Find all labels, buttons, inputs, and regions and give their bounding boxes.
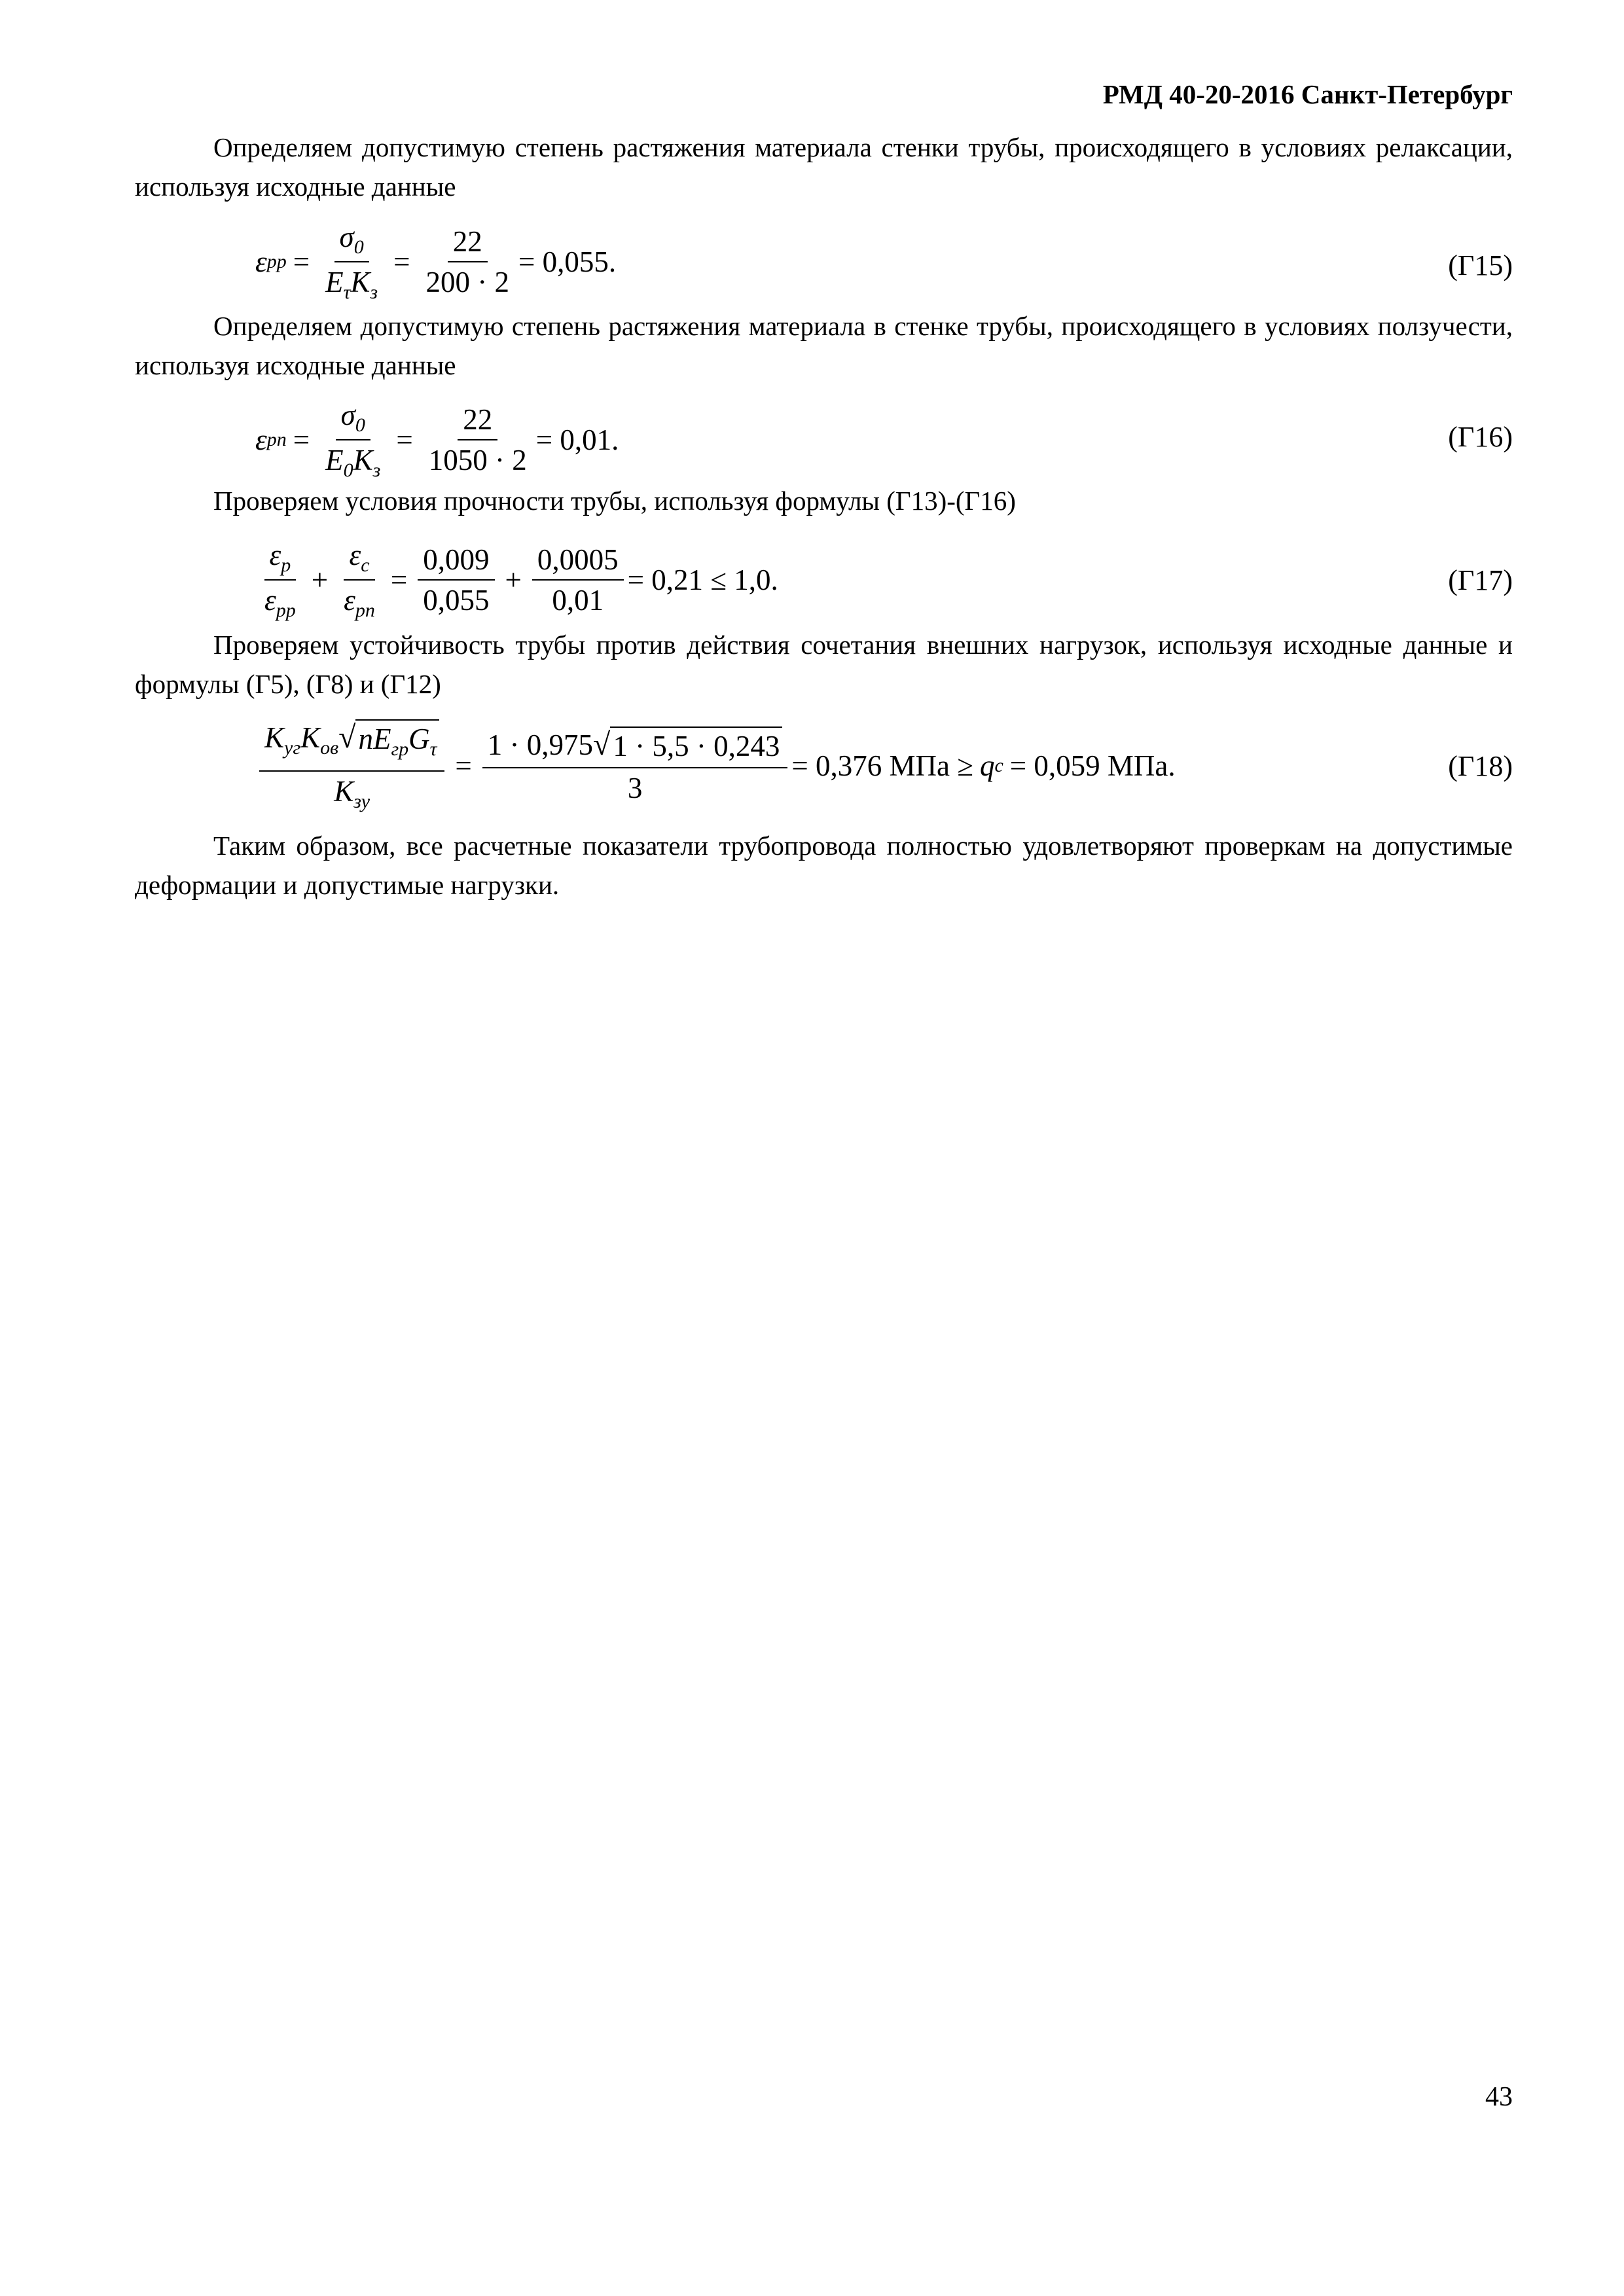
square-root: √ 1 · 5,5 · 0,243 (593, 726, 782, 764)
equals-sign: = (293, 423, 310, 456)
subscript: p (281, 554, 291, 576)
subscript: ов (320, 736, 339, 759)
subscript: 0 (353, 236, 364, 258)
subscript: c (994, 755, 1003, 776)
equals-sign: = (293, 245, 310, 278)
numerator: 22 (448, 224, 488, 262)
modulus-symbol: G (408, 722, 430, 755)
fraction (259, 538, 301, 622)
numerator: 0,0005 (532, 543, 624, 581)
paragraph-creep: Определяем допустимую степень растяжения материала в стенке трубы, происходящего в условиях ползучести, используя исходные данные (135, 311, 1513, 380)
denominator: 1050 · 2 (428, 444, 527, 476)
formula-g18 (255, 713, 1176, 818)
result: = 0,376 МПа ≥ (791, 749, 973, 782)
numerator: 22 (458, 403, 497, 440)
denominator: 3 (627, 772, 643, 804)
coefficient-symbol: K (300, 721, 321, 754)
numerator: 0,009 (418, 543, 494, 581)
epsilon-symbol: ε (344, 584, 355, 617)
plus-sign: + (311, 564, 329, 596)
equation-g18 (255, 713, 1513, 818)
result: = 0,059 МПа. (1009, 749, 1176, 782)
equals-sign: = (455, 749, 472, 782)
plus-sign: + (505, 564, 522, 596)
subscript: зу (353, 790, 370, 812)
paragraph-stability-check: Проверяем устойчивость трубы против действия сочетания внешних нагрузок, используя исходные данные и формулы (Г5), (Г8) и (Г12) (135, 630, 1513, 699)
epsilon-symbol: ε (255, 245, 267, 278)
radicand: nE (358, 722, 391, 755)
equation-number: (Г15) (1448, 249, 1513, 281)
modulus-symbol: E (325, 444, 344, 476)
formula-g17 (255, 528, 778, 632)
subscript: pp (266, 251, 287, 272)
paragraph-strength-check: Проверяем условия прочности трубы, используя формулы (Г13)-(Г16) (213, 486, 1016, 516)
epsilon-symbol: ε (264, 584, 276, 617)
equation-number: (Г17) (1448, 564, 1513, 596)
fraction (418, 543, 494, 617)
radicand: 1 · 5,5 · 0,243 (610, 726, 782, 764)
fraction (338, 538, 380, 622)
subscript: 0 (355, 414, 365, 436)
square-root: √ $nE_{гр}G_\tau$ (338, 719, 439, 768)
fraction (259, 719, 444, 813)
fraction (424, 403, 532, 477)
subscript: уг (284, 736, 301, 759)
equation-g16 (255, 387, 1513, 492)
subscript: 0 (343, 459, 353, 481)
numerator: 1 · 0,975 (487, 728, 594, 761)
fraction (532, 543, 624, 617)
equation-number: (Г16) (1448, 421, 1513, 453)
result: = 0,055. (518, 245, 617, 278)
fraction (320, 220, 383, 304)
document-header: РМД 40-20-2016 Санкт-Петербург (1102, 79, 1513, 109)
coefficient-symbol: K (264, 721, 285, 754)
load-symbol: q (979, 749, 995, 782)
subscript: гр (391, 738, 409, 760)
equation-g15 (255, 209, 1513, 314)
sigma-symbol: σ (340, 399, 355, 431)
coefficient-symbol: K (334, 774, 354, 808)
paragraph-relaxation: Определяем допустимую степень растяжения материала стенки трубы, происходящего в условиях релаксации, используя исходные данные (135, 132, 1513, 202)
subscript: з (372, 459, 381, 481)
subscript: pn (266, 429, 287, 450)
equals-sign: = (396, 423, 413, 456)
result: = 0,01. (535, 423, 619, 456)
modulus-symbol: E (325, 266, 344, 298)
sigma-symbol: σ (339, 221, 354, 253)
equation-number: (Г18) (1448, 750, 1513, 782)
denominator: 200 · 2 (425, 266, 509, 298)
subscript: τ (343, 281, 351, 303)
epsilon-symbol: ε (255, 423, 267, 456)
subscript: τ (429, 738, 437, 760)
paragraph-conclusion: Таким образом, все расчетные показатели трубопровода полностью удовлетворяют проверкам на допустимые деформации и допустимые нагрузки. (135, 831, 1513, 900)
subscript: з (370, 281, 378, 303)
subscript: pn (355, 600, 375, 621)
subscript: pp (276, 600, 296, 621)
coefficient-symbol: K (350, 266, 370, 298)
result: = 0,21 ≤ 1,0. (627, 564, 778, 596)
equation-g17 (255, 528, 1513, 632)
denominator: 0,01 (552, 584, 604, 617)
coefficient-symbol: K (353, 444, 373, 476)
equals-sign: = (393, 245, 410, 278)
fraction (482, 726, 788, 805)
formula-g16 (255, 387, 619, 492)
equals-sign: = (390, 564, 408, 596)
epsilon-symbol: ε (269, 539, 281, 571)
fraction (421, 224, 515, 299)
denominator: 0,055 (423, 584, 490, 617)
epsilon-symbol: ε (349, 539, 361, 571)
page-number: 43 (1485, 2082, 1513, 2112)
formula-g15 (255, 209, 616, 314)
subscript: c (361, 554, 370, 576)
fraction (320, 398, 386, 482)
